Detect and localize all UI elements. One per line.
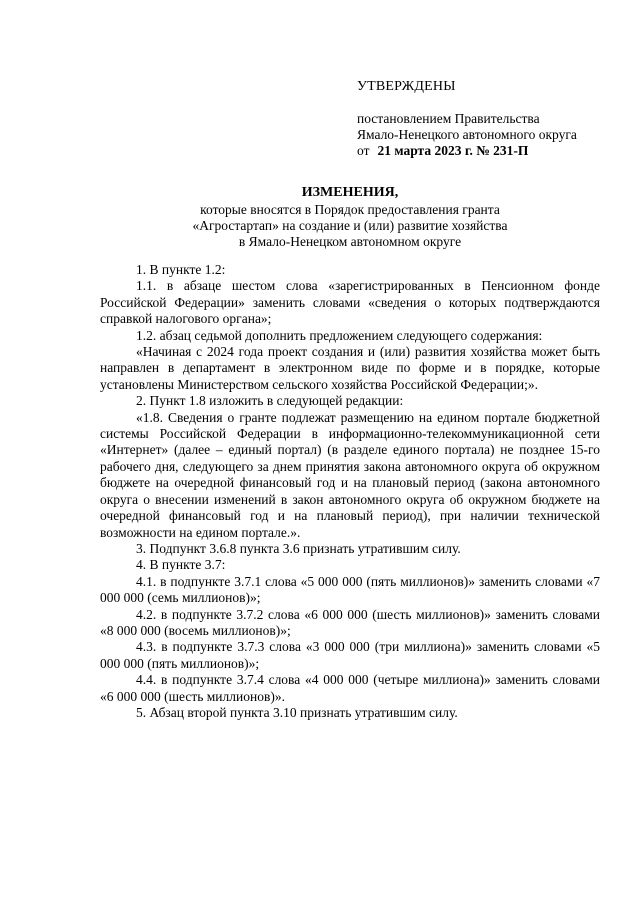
paragraph-2: 2. Пункт 1.8 изложить в следующей редакции: [136,393,404,409]
paragraph-1-1: 1.1. в абзаце шестом слова «зарегистрированных в Пенсионном фонде Российской Федерации» заменить словами «сведения о которых подтверждаются справкой налогового органа»; [100,278,600,327]
approval-date-row [357,143,627,159]
document-body [100,262,600,721]
paragraph-quote-1-8: «1.8. Сведения о гранте подлежат размещению на едином портале бюджетной системы Российской Федерации в информационно-телекоммуникационной сети «Интернет» (далее – единый портал) (в разделе единого портала) не позднее 15-го рабочего дня, следующего за днем принятия закона автономного округа об окружном бюджете на очередной финансовый год и на плановый период (закона автономного округа о внесении изменений в закон автономного округа об окружном бюджете на очередной финансовый год и на плановый период), при наличии технической возможности на едином портале.». [100,409,600,540]
approval-date-prefix: от [357,143,370,158]
approval-line-1: постановлением Правительства [357,111,540,126]
paragraph-quote-1-2: «Начиная с 2024 года проект создания и (или) развития хозяйства может быть направлен в департамент в электронном виде по форме и в порядке, которые установлены Министерством сельского хозяйства Российской Федерации;». [100,344,600,392]
approval-date-value: 21 марта 2023 г. № 231-П [377,143,529,158]
paragraph-1-2: 1.2. абзац седьмой дополнить предложением следующего содержания: [136,327,543,343]
paragraph-4-4: 4.4. в подпункте 3.7.4 слова «4 000 000 (четыре миллиона)» заменить словами «6 000 000 (шесть миллионов)». [100,672,600,704]
document-heading [100,185,600,250]
paragraph-4: 4. В пункте 3.7: [136,557,226,573]
paragraph-3: 3. Подпункт 3.6.8 пункта 3.6 признать утратившим силу. [136,540,461,556]
heading-title: ИЗМЕНЕНИЯ, [301,185,399,200]
approval-block [357,79,627,159]
heading-subtitle-3: в Ямало-Ненецком автономном округе [238,234,462,249]
paragraph-1: 1. В пункте 1.2: [136,262,226,277]
approval-line-2: Ямало-Ненецкого автономного округа [357,127,577,142]
paragraph-4-3: 4.3. в подпункте 3.7.3 слова «3 000 000 (три миллиона)» заменить словами «5 000 000 (пять миллионов)»; [100,639,600,671]
paragraph-4-2: 4.2. в подпункте 3.7.2 слова «6 000 000 (шесть миллионов)» заменить словами «8 000 000 (восемь миллионов)»; [100,606,600,638]
approval-title: УТВЕРЖДЕНЫ [357,79,456,94]
heading-subtitle-2: «Агростартап» на создание и (или) развитие хозяйства [192,218,508,233]
paragraph-5: 5. Абзац второй пункта 3.10 признать утратившим силу. [136,704,458,720]
paragraph-4-1: 4.1. в подпункте 3.7.1 слова «5 000 000 (пять миллионов)» заменить словами «7 000 000 (семь миллионов)»; [100,573,600,606]
heading-subtitle-1: которые вносятся в Порядок предоставления гранта [200,202,500,217]
